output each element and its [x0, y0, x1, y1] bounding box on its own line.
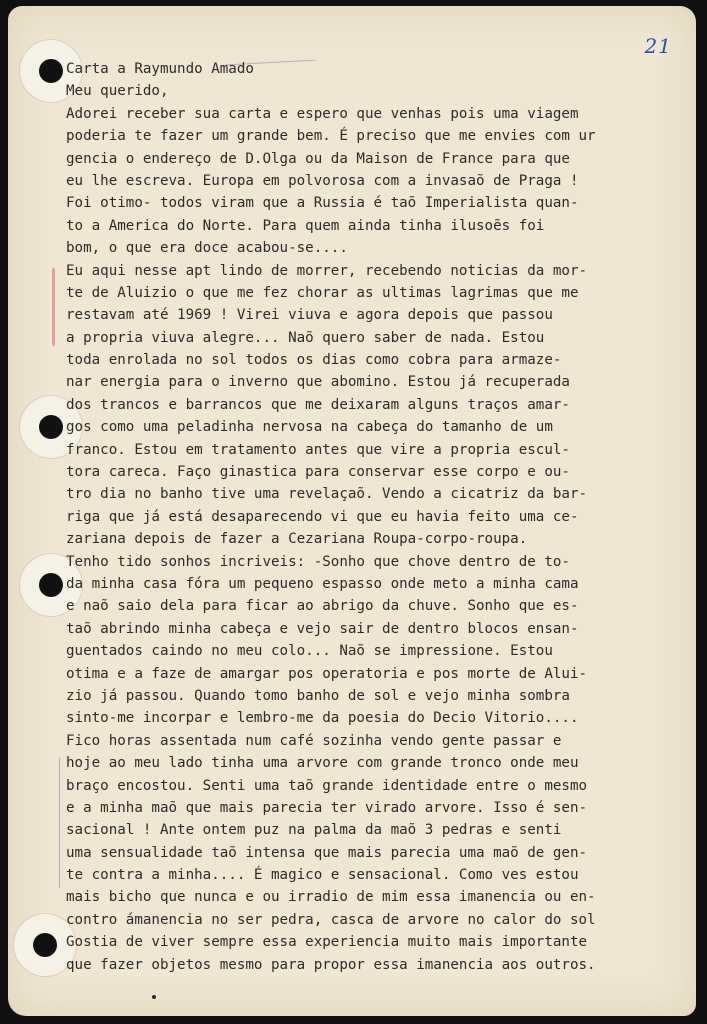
letter-line: Gostia de viver sempre essa experiencia muito mais importante — [66, 934, 588, 951]
letter-line: mais bicho que nunca e ou irradio de mim essa imanencia ou en- — [66, 889, 596, 906]
letter-line: uma sensualidade taõ intensa que mais parecia uma maõ de gen- — [66, 844, 588, 861]
letter-line: te contra a minha.... É magico e sensacional. Como ves estou — [66, 867, 579, 884]
letter-line: bom, o que era doce acabou-se.... — [66, 240, 348, 257]
letter-line: tora careca. Faço ginastica para conservar esse corpo e ou- — [66, 464, 570, 481]
letter-line: Adorei receber sua carta e espero que venhas pois uma viagem — [66, 105, 579, 122]
letter-line: riga que já está desaparecendo vi que eu havia feito uma ce- — [66, 508, 579, 525]
letter-line: da minha casa fóra um pequeno espasso onde meto a minha cama — [66, 575, 579, 592]
letter-body — [66, 58, 696, 976]
letter-line: sinto-me incorpar e lembro-me da poesia do Decio Vitorio.... — [66, 710, 579, 727]
letter-line: Tenho tido sonhos incriveis: -Sonho que chove dentro de to- — [66, 553, 570, 570]
letter-line: dos trancos e barrancos que me deixaram alguns traços amar- — [66, 396, 570, 413]
letter-line: Meu querido, — [66, 83, 169, 100]
letter-line: a propria viuva alegre... Naõ quero saber de nada. Estou — [66, 329, 545, 346]
letter-line: otima e a faze de amargar pos operatoria e pos morte de Alui- — [66, 665, 588, 682]
letter-line: poderia te fazer um grande bem. É preciso que me envies com ur — [66, 128, 596, 145]
letter-line: toda enrolada no sol todos os dias como cobra para armaze- — [66, 352, 562, 369]
binder-hole-shadow — [39, 59, 63, 83]
binder-hole-shadow — [39, 415, 63, 439]
letter-line: Eu aqui nesse apt lindo de morrer, recebendo noticias da mor- — [66, 262, 588, 279]
letter-line: franco. Estou em tratamento antes que vire a propria escul- — [66, 441, 570, 458]
letter-line: tro dia no banho tive uma revelaçaõ. Vendo a cicatriz da bar- — [66, 486, 588, 503]
letter-line: zio já passou. Quando tomo banho de sol e vejo minha sombra — [66, 687, 570, 704]
letter-line: e naõ saio dela para ficar ao abrigo da chuve. Sonho que es- — [66, 598, 579, 615]
letter-line: contro ámanencia no ser pedra, casca de arvore no calor do sol — [66, 911, 596, 928]
letter-line: gencia o endereço de D.Olga ou da Maison de France para que — [66, 150, 570, 167]
letter-line: Foi otimo- todos viram que a Russia é taõ Imperialista quan- — [66, 195, 579, 212]
letter-line: te de Aluizio o que me fez chorar as ultimas lagrimas que me — [66, 284, 579, 301]
letter-line: e a minha maõ que mais parecia ter virado arvore. Isso é sen- — [66, 799, 588, 816]
red-margin-mark — [52, 268, 55, 346]
letter-line: Fico horas assentada num café sozinha vendo gente passar e — [66, 732, 562, 749]
binder-hole-shadow — [39, 573, 63, 597]
letter-line: braço encostou. Senti uma taõ grande identidade entre o mesmo — [66, 777, 588, 794]
letter-line: que fazer objetos mesmo para propor essa imanencia aos outros. — [66, 956, 596, 973]
letter-line: taõ abrindo minha cabeça e vejo sair de dentro blocos ensan- — [66, 620, 579, 637]
ink-dot — [152, 995, 156, 999]
letter-line: zariana depois de fazer a Cezariana Roupa-corpo-roupa. — [66, 531, 528, 548]
letter-line: Carta a Raymundo Amado — [66, 61, 254, 77]
letter-line: to a America do Norte. Para quem ainda tinha ilusoẽs foi — [66, 217, 545, 234]
letter-line: sacional ! Ante ontem puz na palma da maõ 3 pedras e senti — [66, 822, 562, 839]
letter-line: hoje ao meu lado tinha uma arvore com grande tronco onde meu — [66, 755, 579, 772]
letter-line: eu lhe escreva. Europa em polvorosa com a invasaõ de Praga ! — [66, 172, 579, 189]
letter-line: guentados caindo no meu colo... Naõ se impressione. Estou — [66, 643, 553, 660]
blue-margin-line — [59, 758, 60, 888]
page-number: 21 — [644, 34, 672, 58]
letter-line: gos como uma peladinha nervosa na cabeça do tamanho de um — [66, 419, 553, 436]
binder-hole-shadow — [33, 933, 57, 957]
letter-line: nar energia para o inverno que abomino. Estou já recuperada — [66, 374, 570, 391]
letter-line: restavam até 1969 ! Virei viuva e agora depois que passou — [66, 307, 553, 324]
